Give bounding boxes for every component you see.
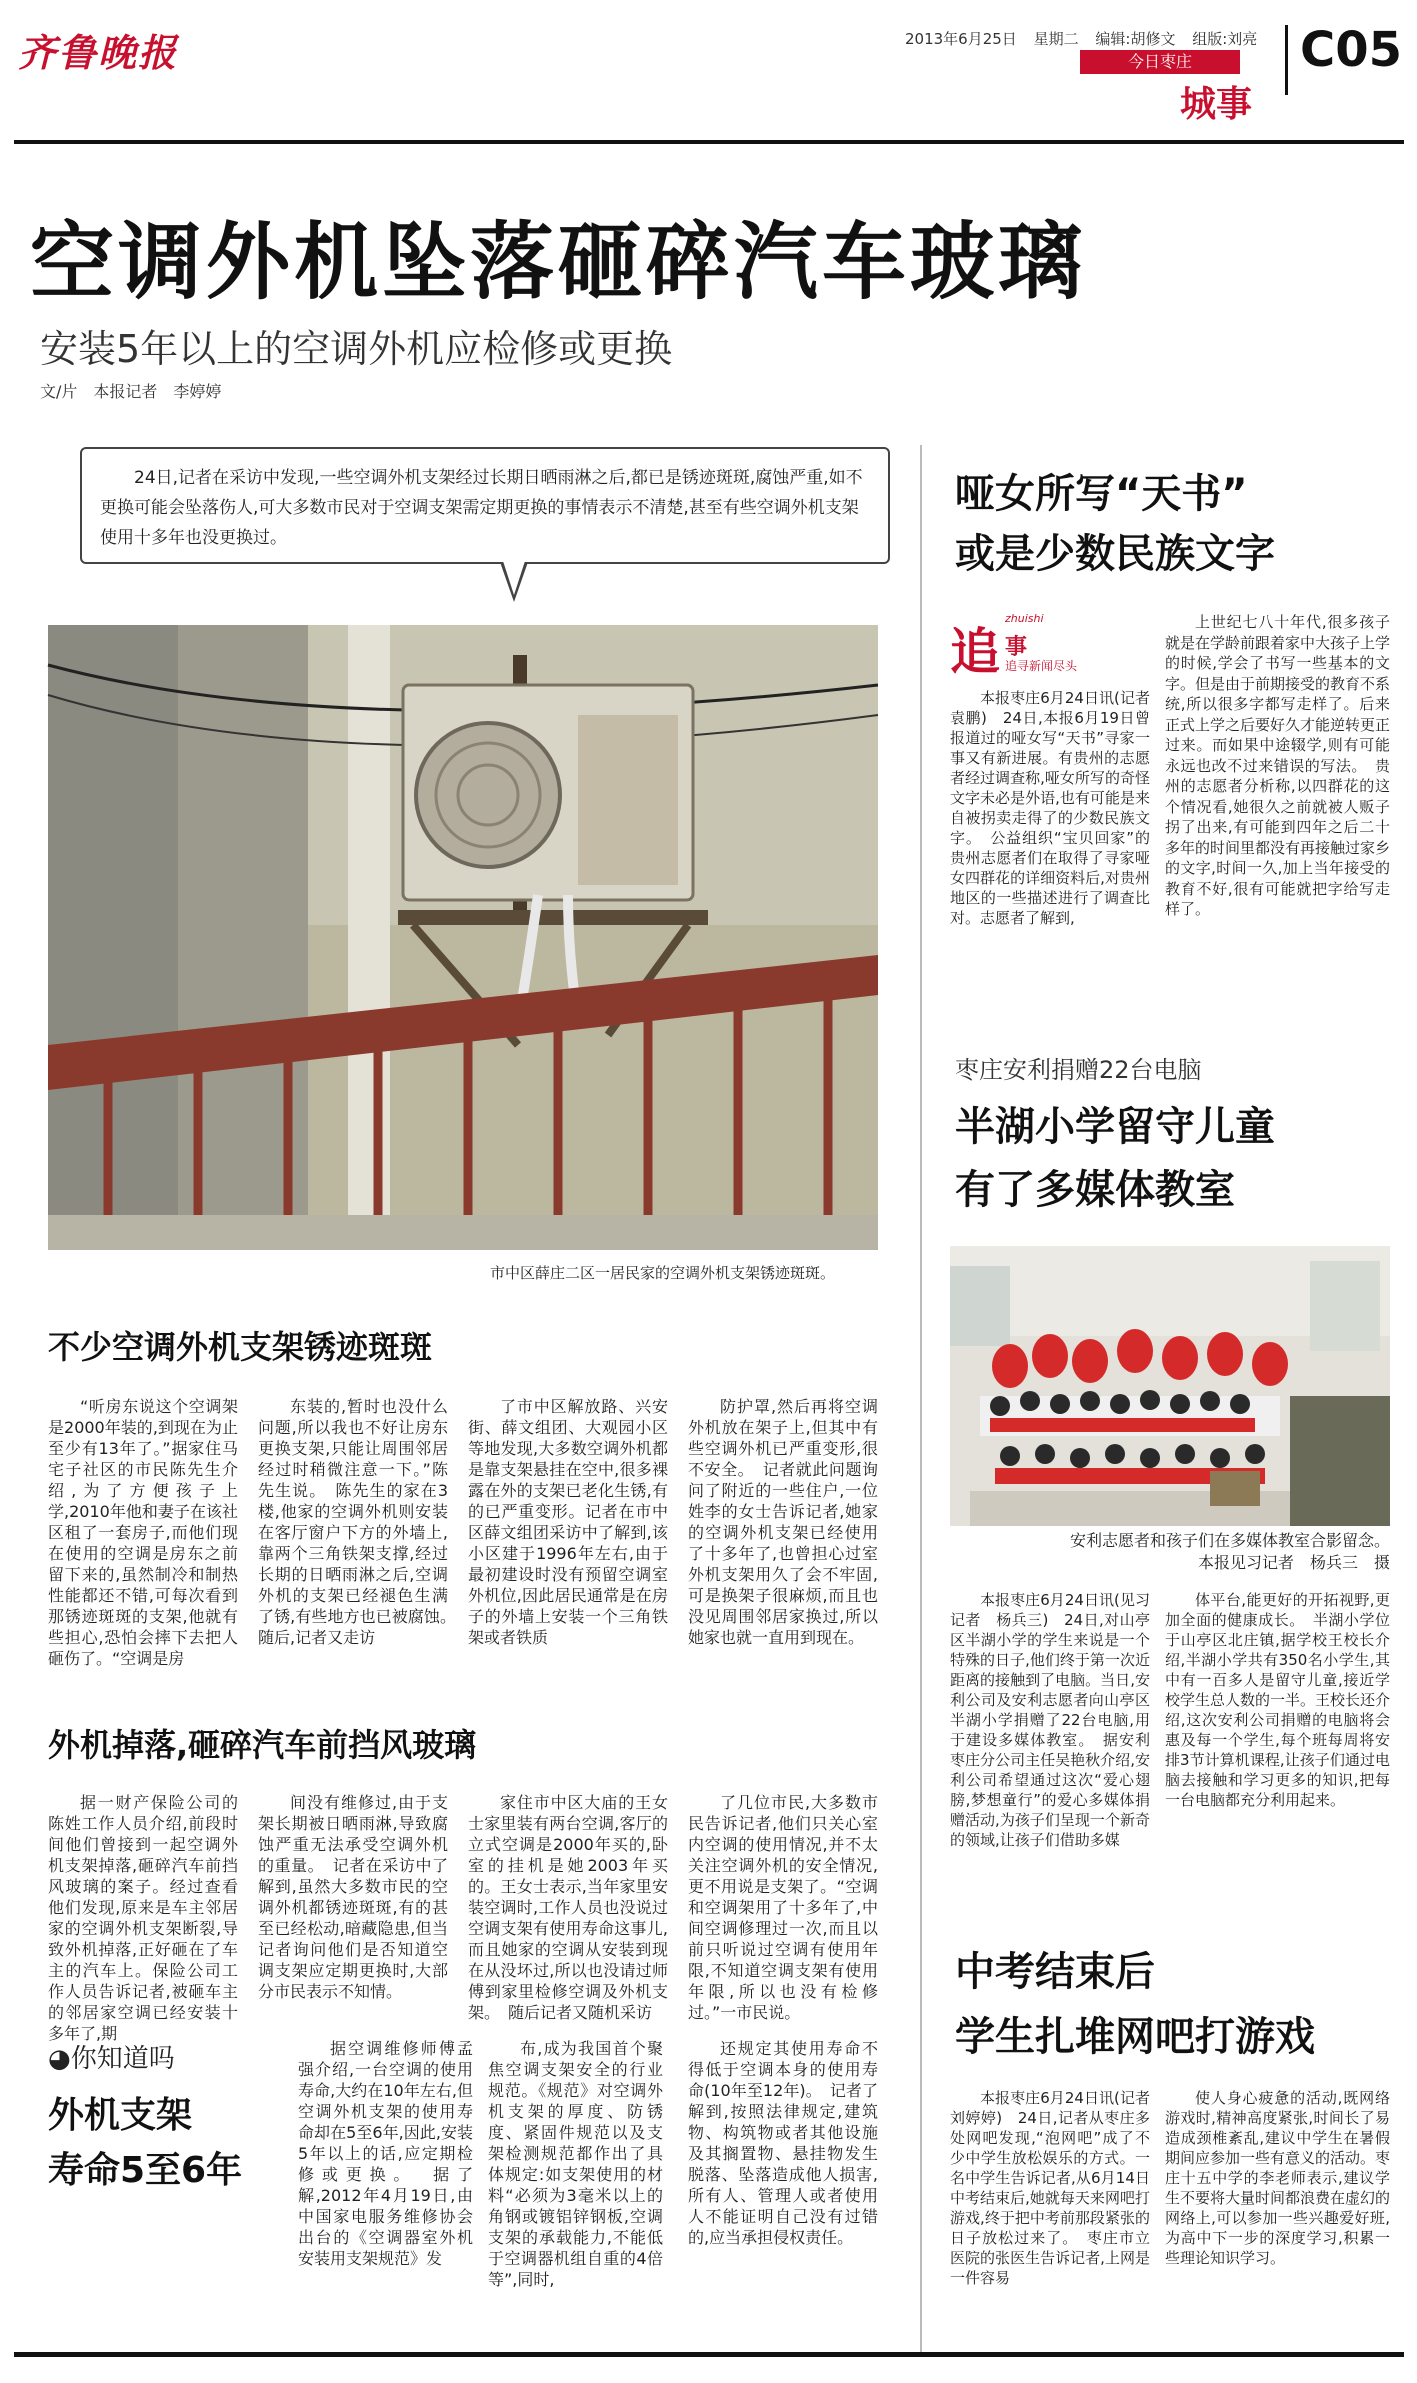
header-rule xyxy=(14,140,1404,144)
subheadline: 安装5年以上的空调外机应检修或更换 xyxy=(40,327,673,371)
know-heading xyxy=(48,2038,175,2075)
story3-col1-text: 本报枣庄6月24日讯(记者 刘婷婷) 24日,记者从枣庄多处网吧发现,“泡网吧”成了不少中学生放松娱乐的方式。一名中学生告诉记者,从6月14日中考结束后,她就每天来网吧打游戏,终于把中考前那段紧张的日子放松过来了。 枣庄市立医院的张医生告诉记者,上网是一件容易 xyxy=(950,2089,1166,2287)
section2-col1-text: 据一财产保险公司的陈姓工作人员介绍,前段时间他们曾接到一起空调外机支架掉落,砸碎汽车前挡风玻璃的案子。经过查看他们发现,原来是车主邻居家的空调外机支架断裂,导致外机掉落,正好砸在了车主的汽车上。保险公司工作人员告诉记者,被砸车主的邻居家空调已经安装十多年了,期 xyxy=(48,1793,238,2043)
zhui-badge-big: 追 xyxy=(950,622,1000,681)
issue-editor: 编辑:胡修文 xyxy=(1095,30,1176,48)
story3-title-line1: 中考结束后 xyxy=(955,1949,1155,1995)
section1-col1-text: “听房东说这个空调架是2000年装的,到现在为止至少有13年了。”据家住马宅子社区的市民陈先生介绍,为了方便孩子上学,2010年他和妻子在该社区租了一套房子,而他们现在使用的空调是房东之前留下来的,虽然制冷和制热性能都还不错,可每次看到那锈迹斑斑的支架,他就有些担心,恐怕会摔下去把人砸伤了。“空调是房 xyxy=(48,1397,238,1668)
section1-col4-text: 防护罩,然后再将空调外机放在架子上,但其中有些空调外机已严重变形,很不安全。 记者就此问题询问了附近的一些住户,一位姓李的女士告诉记者,她家的空调外机支架已经使用了十多年了,也曾担心过室外机支架用久了会不牢固,可是换架子很麻烦,而且也没见周围邻居家换过,所以她家也就一直用到现在。 xyxy=(688,1397,878,1647)
story1-col1-text: 本报枣庄6月24日讯(记者 袁鹏) 24日,本报6月19日曾报道过的哑女写“天书”寻家一事又有新进展。有贵州的志愿者经过调查称,哑女所写的奇怪文字未必是外语,也有可能是来自被拐卖走得了的少数民族文字。 公益组织“宝贝回家”的贵州志愿者们在取得了寻家哑女四群花的详细资料后,对贵州地区的一些描述进行了调查比对。志愿者了解到, xyxy=(950,689,1166,927)
photo1-caption: 市中区薛庄二区一居民家的空调外机支架锈迹斑斑。 xyxy=(490,1264,836,1282)
know-col1 xyxy=(298,2038,473,2338)
section1-col3-text: 了市中区解放路、兴安街、薛文组团、大观园小区等地发现,大多数空调外机都是靠支架悬挂在空中,很多裸露在外的支架已老化生锈,有的已严重变形。记者在市中区薛文组团采访中了解到,该小区建于1996年左右,由于最初建设时没有预留空调室外机位,因此居民通常是在房子的外墙上安装一个三角铁架或者铁质 xyxy=(468,1397,668,1647)
know-col3-text: 还规定其使用寿命不得低于空调本身的使用寿命(10年至12年)。 记者了解到,按照法律规定,建筑物、构筑物或者其他设施及其搁置物、悬挂物发生脱落、坠落造成他人损害,所有人、管理人或者使用人不能证明自己没有过错的,应当承担侵权责任。 xyxy=(688,2039,878,2247)
page-number: C05 xyxy=(1300,22,1403,78)
zhui-badge-small: 事 xyxy=(1005,635,1028,660)
story2-col1-text: 本报枣庄6月24日讯(见习记者 杨兵三) 24日,对山亭区半湖小学的学生来说是一个特殊的日子,他们终于第一次近距离的接触到了电脑。当日,安利公司及安利志愿者向山亭区半湖小学捐赠了22台电脑,用于建设多媒体教室。 据安利枣庄分公司主任吴艳秋介绍,安利公司希望通过这次“爱心翅膀,梦想童行”的爱心多媒体捐赠活动,为孩子们呈现一个新奇的领域,让孩子们借助多媒 xyxy=(950,1591,1150,1849)
section2-col3-text: 家住市中区大庙的王女士家里装有两台空调,客厅的立式空调是2000年买的,卧室的挂机是她2003年买的。王女士表示,当年家里安装空调时,工作人员也没说过空调支架有使用寿命这事儿,而且她家的空调从安装到现在从没坏过,所以也没请过师傅到家里检修空调及外机支架。 随后记者又随机采访 xyxy=(468,1793,668,2022)
zhui-badge-desc: 追寻新闻尽头 xyxy=(1005,659,1078,673)
issue-date: 2013年6月25日 xyxy=(905,30,1017,48)
section1-col3 xyxy=(468,1396,668,1666)
byline: 文/片 本报记者 李婷婷 xyxy=(40,382,222,401)
story2-title-line1: 半湖小学留守儿童 xyxy=(955,1104,1275,1150)
section-name: 城事 xyxy=(1180,84,1253,125)
ac-unit-photo xyxy=(48,625,878,1250)
section1-col2-text: 东装的,暂时也没什么问题,所以我也不好让房东更换支架,只能让周围邻居经过时稍微注意一下。”陈先生说。 陈先生的家在3楼,他家的空调外机则安装在客厅窗户下方的外墙上,靠两个三角铁架支撑,经过长期的日晒雨淋之后,空调外机的支架已经褪色生满了锈,有些地方也已被腐蚀。 随后,记者又走访 xyxy=(258,1397,465,1647)
section2-col3 xyxy=(468,1792,668,2024)
section1-col2 xyxy=(258,1396,465,1666)
story3-col2-text: 使人身心疲惫的活动,既网络游戏时,精神高度紧张,时间长了易造成颈椎紊乱,建议中学生在暑假期间应参加一些有意义的活动。枣庄十五中学的李老师表示,建议学生不要将大量时间都浪费在虚幻的网络上,可以参加一些兴趣爱好班,为高中下一步的深度学习,积累一些理论知识学习。 xyxy=(1165,2089,1391,2267)
newspaper-logo: 齐鲁晚报 xyxy=(18,30,179,75)
photo2-caption xyxy=(1010,1530,1390,1574)
column-divider xyxy=(920,445,922,2355)
ac-unit-illustration xyxy=(48,625,878,1250)
photo2-caption-line2: 本报见习记者 杨兵三 摄 xyxy=(1197,1553,1390,1572)
story2-kicker: 枣庄安利捐赠22台电脑 xyxy=(955,1056,1202,1084)
story3-col1 xyxy=(950,2088,1166,2343)
story3-title-line2: 学生扎堆网吧打游戏 xyxy=(955,2014,1315,2060)
lead-callout: 24日,记者在采访中发现,一些空调外机支架经过长期日晒雨淋之后,都已是锈迹斑斑,腐蚀严重,如不更换可能会坠落伤人,可大多数市民对于空调支架需定期更换的事情表示不清楚,甚至有些空调外机支架使用十多年也没更换过。 xyxy=(80,447,890,564)
story2-col2 xyxy=(1165,1590,1390,1890)
header-divider xyxy=(1285,25,1288,95)
story1-title-line1: 哑女所写“天书” xyxy=(955,471,1248,517)
issue-weekday: 星期二 xyxy=(1033,30,1079,48)
classroom-illustration xyxy=(950,1246,1390,1526)
bubble-icon: ◕ xyxy=(48,2044,71,2074)
section1-col4 xyxy=(688,1396,878,1666)
section1-heading: 不少空调外机支架锈迹斑斑 xyxy=(48,1328,433,1366)
story1-col2-text: 上世纪七八十年代,很多孩子就是在学龄前跟着家中大孩子上学的时候,学会了书写一些基本的文字。但是由于前期接受的教育不系统,所以很多字都写走样了。后来正式上学之后要好久才能逆转更正过来。而如果中途辍学,则有可能永远也改不过来错误的写法。 贵州的志愿者分析称,以四群花的这个情况看,她很久之前就被人贩子拐了出来,有可能到四年之后二十多年的时间里都没有再接触过家乡的文字,时间一久,加上当年接受的教育不好,很有可能就把字给写走样了。 xyxy=(1165,613,1391,918)
issue-layout: 组版:刘亮 xyxy=(1192,30,1258,48)
section2-col4 xyxy=(688,1792,878,2024)
zhui-badge-en: zhuishi xyxy=(1005,612,1044,625)
section2-col2-text: 间没有维修过,由于支架长期被日晒雨淋,导致腐蚀严重无法承受空调外机的重量。 记者在采访中了解到,虽然大多数市民的空调外机都锈迹斑斑,有的甚至已经松动,暗藏隐患,但当记者询问他们是否知道空调支架应定期更换时,大部分市民表示不知情。 xyxy=(258,1793,448,2001)
story2-col2-text: 体平台,能更好的开拓视野,更加全面的健康成长。 半湖小学位于山亭区北庄镇,据学校王校长介绍,半湖小学共有350名小学生,其中有一百多人是留守儿童,接近学校学生总人数的一半。王校长还介绍,这次安利公司捐赠的电脑将会惠及每一个学生,每个班每周将安排3节计算机课程,让孩子们通过电脑去接触和学习更多的知识,把每一台电脑都充分利用起来。 xyxy=(1165,1591,1391,1809)
callout-tail-inner xyxy=(503,561,525,595)
know-col1-text: 据空调维修师傅孟强介绍,一台空调的使用寿命,大约在10年左右,但空调外机支架的使用寿命却在5至6年,因此,安装5年以上的话,应定期检修或更换。 据了解,2012年4月19日,由中国家电服务维修协会出台的《空调器室外机安装用支架规范》发 xyxy=(298,2039,473,2268)
section2-col2 xyxy=(258,1792,448,2024)
story3-col2 xyxy=(1165,2088,1390,2343)
classroom-photo xyxy=(950,1246,1390,1526)
footer-rule xyxy=(14,2352,1404,2357)
section2-col4-text: 了几位市民,大多数市民告诉记者,他们只关心室内空调的使用情况,并不太关注空调外机的安全情况,更不用说是支架了。“空调和空调架用了十多年了,中间空调修理过一次,而且以前只听说过空调有使用年限,不知道空调支架有使用年限,所以也没有检修过。”一市民说。 xyxy=(688,1793,878,2022)
know-col2-text: 布,成为我国首个聚焦空调支架安全的行业规范。《规范》对空调外机支架的厚度、防锈度、紧固件规范以及支架检测规范都作出了具体规定:如支架使用的材料“必须为3毫米以上的角钢或镀铝锌钢板,空调支架的承载能力,不能低于空调器机组自重的4倍等”,同时, xyxy=(488,2039,663,2289)
know-heading-text: 你知道吗 xyxy=(70,2044,175,2074)
section1-col1 xyxy=(48,1396,238,1666)
know-col3 xyxy=(688,2038,878,2338)
photo2-caption-line1: 安利志愿者和孩子们在多媒体教室合影留念。 xyxy=(1069,1531,1390,1550)
story1-col1 xyxy=(950,688,1166,1028)
story1-col2 xyxy=(1165,612,1390,1032)
know-title: 外机支架 xyxy=(48,2095,193,2136)
headline: 空调外机坠落砸碎汽车玻璃 xyxy=(30,213,1087,311)
issue-meta xyxy=(905,28,1269,49)
section-tag: 今日枣庄 xyxy=(1080,50,1240,74)
section2-col1 xyxy=(48,1792,238,2043)
know-col2 xyxy=(488,2038,663,2338)
story2-title-line2: 有了多媒体教室 xyxy=(955,1167,1235,1213)
story2-col1 xyxy=(950,1590,1150,1905)
section2-heading: 外机掉落,砸碎汽车前挡风玻璃 xyxy=(48,1726,477,1764)
know-subtitle: 寿命5至6年 xyxy=(48,2150,243,2191)
story1-title-line2: 或是少数民族文字 xyxy=(955,531,1275,577)
